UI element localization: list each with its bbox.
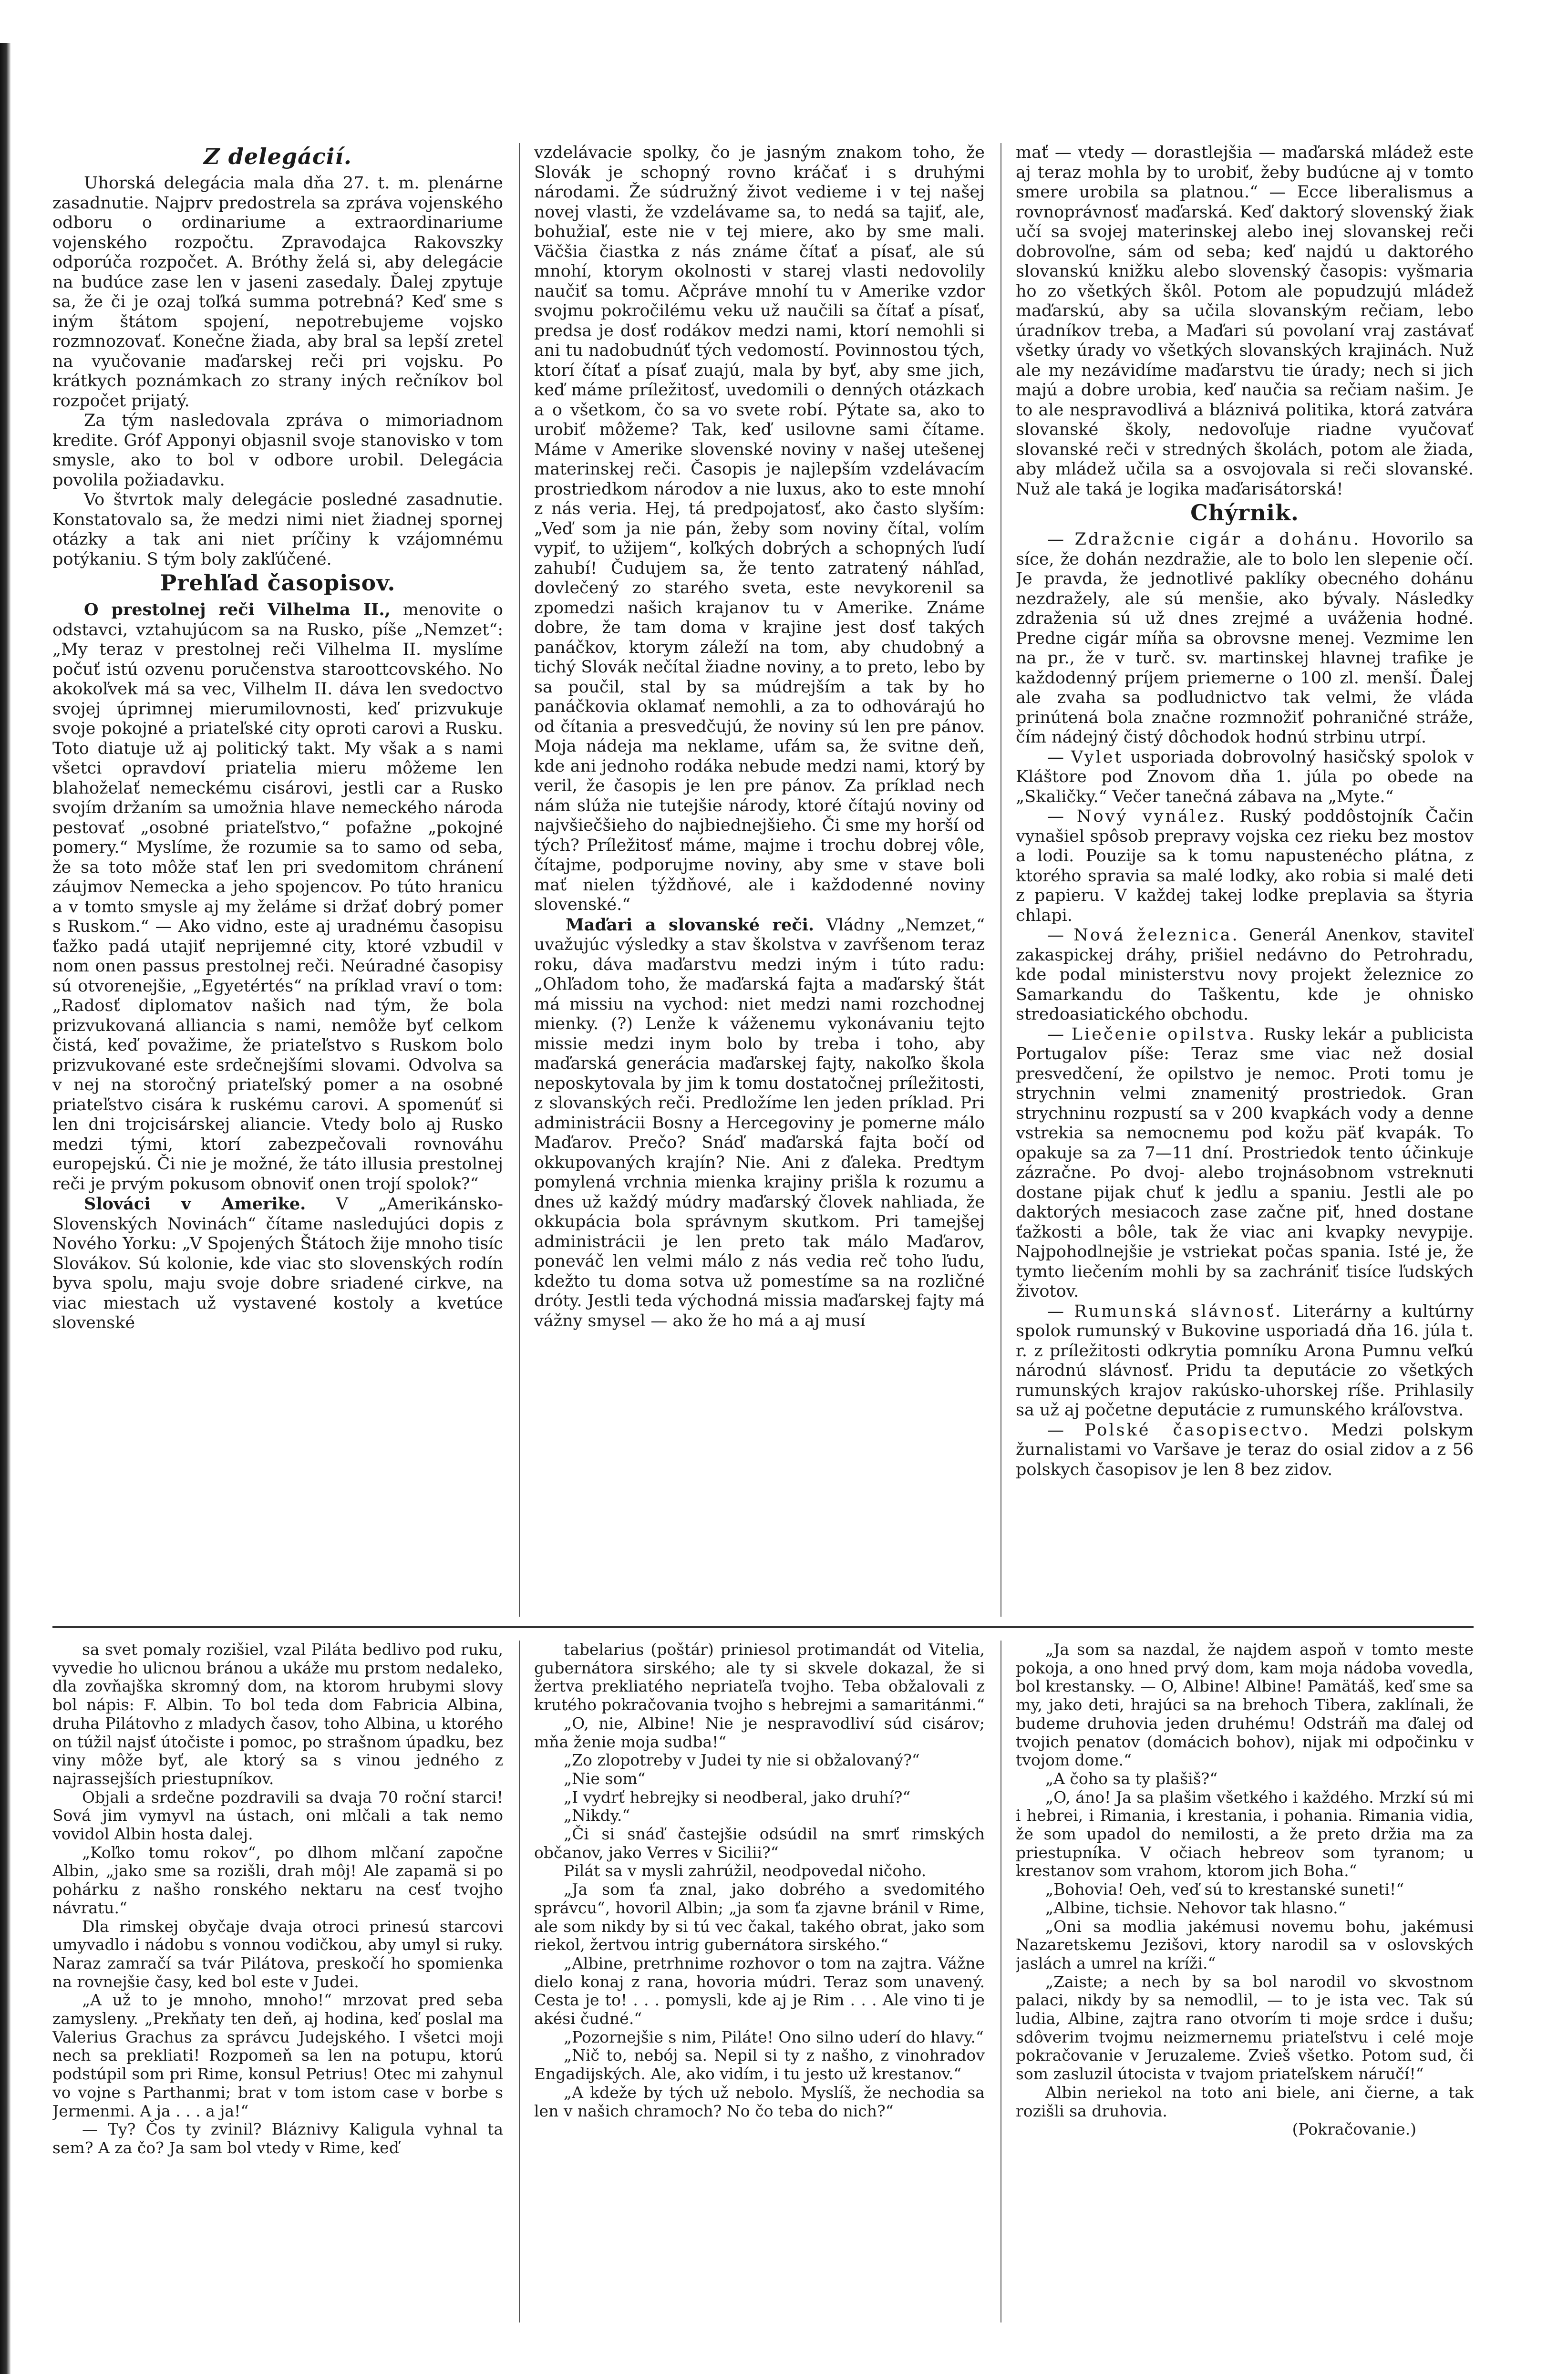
feuilleton-paragraph: „Koľko tomu rokov“, po dlhom mlčaní započne Albin, „jako sme sa rozišli, drah môj! Ale zapamä si po pohárku z našho ronského nektaru na cesť tvojho návratu.“	[52, 1843, 503, 1917]
feuilleton-paragraph: „Bohovia! Oeh, veď sú to krestanské suneti!“	[1045, 1880, 1404, 1899]
news-title-vylet: Vylet	[1071, 747, 1124, 767]
feuilleton-paragraph: — Ty? Čos ty zvinil? Bláznivy Kaligula vyhnal ta sem? A za čo? Ja sam bol vtedy v Rime, keď	[52, 2120, 503, 2157]
feuilleton-column-left	[52, 1641, 503, 2322]
feuilleton-paragraph: „Albine, pretrhnime rozhovor o tom na zajtra. Vážne dielo konaj z rana, hovoria múdri. Teraz som unavený. Cesta je to! . . . pomysli, kde aj je Rim . . . Ale vino ti je akési čudné.“	[534, 1953, 985, 2028]
lead-slovaci: Slováci v Amerike.	[84, 1194, 306, 1214]
news-title-rumunska: Rumunská slávnosť.	[1074, 1301, 1283, 1321]
column-middle	[534, 143, 985, 1617]
continuation-note: (Pokračovanie.)	[1292, 2120, 1416, 2139]
news-item-zeleznica: — Nová železnica. Generál Anenkov, staviteľ zakaspickej dráhy, prišiel nedávno do Petrohradu, kde podal ministerstvu novy projekt železnice zo Samarkandu do Taškentu, kde je ohnisko stredoasiatického obchodu.	[1016, 926, 1474, 1024]
feuilleton-paragraph: sa svet pomaly rozišiel, vzal Piláta bedlivo pod ruku, vyvedie ho ulicnou bránou a ukáže mu prstom nedaleko, dla zovňajška skromný dom, na ktorom hrubymi slovy bol nápis: F. Albin. To bol teda dom Fabricia Albina, druha Pilátovho z mladych časov, toho Albina, u ktorého on túžil najsť útočiste i pomoc, po strašnom úpadku, bez viny môže byť, ale ktorý sa s vinou jedného z najrassejších priestupníkov.	[52, 1641, 503, 1788]
feuilleton-paragraph: „Albine, tichsie. Nehovor tak hlasno.“	[1045, 1898, 1346, 1917]
feuilleton-column-middle	[534, 1641, 985, 2322]
feuilleton-paragraph: „O, áno! Ja sa plašim všetkého i každého. Mrzkí sú mi i hebrei, i Rimania, i krestania, i pohania. Rimania vidia, že som upadol do nemilosti, a že preto držia ma za priestupníka. V očiach hebreov som tyranom; u krestanov som vrahom, ktorom jich Boha.“	[1016, 1787, 1474, 1880]
prehlad-paragraph-vilhelm	[52, 600, 503, 1194]
feuilleton-paragraph: „O, nie, Albine! Nie je nespravodliví súd cisárov; mňa ženie moja sudba!“	[534, 1713, 985, 1751]
news-body-vynalez: Ruský poddôstojník Čačin vynašiel spôsob prepravy vojska cez rieku bez mostov a lodi. Pouzije sa k tomu napustenécho plátna, z ktorého spravia sa malé lodky, ako robia si malé deti z papieru. V každej takej lodke preplavia sa štyria chlapi.	[1016, 807, 1474, 925]
binding-spine	[0, 43, 10, 2374]
news-item-dohan: — Zdražcnie cigár a dohánu. Hovorilo sa síce, že dohán nezdražie, ale to bolo len slepenie očí. Je pravda, že jednotlivé paklíky obecného dohánu nezdražely, ale sú menšie, ako bývaly. Následky zdraženia sú už dnes zrejmé a uváženia hodné. Predne cigár míňa sa obrovsne menej. Vezmime len na pr., že v turč. sv. martinskej hlavnej trafike je každodenný príjem priemerne o 100 zl. menší. Ďalej ale zvaha sa podludnictvo tak velmi, že vláda prinútená bola značne rozmnožiť pohraničné stráže, čím nádejný čistý dôchodok hodnú strbinu utrpí.	[1016, 530, 1474, 747]
news-item-opilstvo: — Liečenie opilstva. Rusky lekár a publicista Portugalov píše: Teraz sme viac než dosial presvedčení, že opilstvo je nemoc. Proti tomu je strychnin velmi znamenitý prostriedok. Gran strychninu rozpustí sa v 200 kvapkách vody a denne vstrekia sa nemocnemu pod kožu päť kvapák. To opakuje sa za 7—11 dní. Prostriedok tento účinkuje zázračne. Po dvoj- alebo trojnásobnom vstreknuti dostane pijak chuť k jedlu a spaniu. Jestli ale po daktorých mesiacoch zase začne piť, hned dostane ťažkosti a bôle, tak že viac ani kvapky nevypije. Najpohodlnejšie je vstriekat počas spania. Isté je, že tymto liečením mohli by sa zachrániť tisíce ľudských životov.	[1016, 1024, 1474, 1301]
madari-continuation: mať — vtedy — dorastlejšia — maďarská mládež este aj teraz mohla by to urobiť, žeby budúcne aj v tomto smere urobila sa platnou.“ — Ecce liberalismus a rovnoprávnosť maďarská. Keď daktorý slovenský žiak učí sa svojej materinskej alebo inej slovanskej reči dobrovoľne, sám od seba; keď najdú u daktorého slovanskú knižku alebo slovenský časopis: vyšmaria ho zo všetkých škôl. Potom ale popudzujú mládež maďarskú, aby sa učila slovanským rečiam, lebo úradníkov treba, a Maďari sú povolaní vraj zastávať všetky úrady vo všetkých slovanských krajinách. Nuž ale my nezávidíme maďarstvu tie úrady; nech si jich majú a dobre urobia, keď naučia sa rečiam našim. Je to ale nespravodlivá a bláznivá politika, ktorá zatvára slovanské školy, nedovoľuje riadne vyučovať slovanské reči v stredných školách, potom ale žiada, aby mládež učila sa a osvojovala si reči slovanské. Nuž ale taká je logika maďarisátorská!	[1016, 143, 1474, 499]
heading-chyrnik: Chýrnik.	[1190, 500, 1299, 526]
feuilleton-paragraph: „I vydrť hebrejky si neodberal, jako druhí?“	[564, 1787, 911, 1806]
heading-delegacii: Z delegácií.	[204, 144, 352, 169]
page-top-margin	[0, 0, 1568, 43]
news-title-opilstvo: Liečenie opilstva.	[1071, 1024, 1257, 1044]
column-left	[52, 143, 503, 1617]
vilhelm-text: menovite o odstavci, vztahujúcom sa na Rusko, píše „Nemzet“: „My teraz v prestolnej reči Vilhelma II. myslíme počuť istú ozvenu poručenstva staroottcovského. No akokoľvek má sa vec, Vilhelm II. dáva len svedoctvo svojej úprimnej mierumilovnosti, keď prizvukuje svoje pokojné a priateľské city oproti carovi a Rusku. Toto diatuje už aj politický takt. My však a s nami všetci opravdoví priatelia mieru môžeme len blahoželať nemeckému cisárovi, jestli car a Rusko svojím držaním sa umožnia hlave nemeckého národa pestovať „osobné priateľstvo,“ pofažne „pokojné pomery.“ Myslíme, že rozumie sa to samo od seba, že sa toto môže stať len pri svedomitom chránení záujmov Nemecka a jeho spojencov. Po túto hranicu a v tomto smysle aj my želáme si držať dobrý pomer s Ruskom.“ — Ako vidno, este aj uradnému časopisu ťažko padá utajiť neprijemné city, ktoré vzbudil v nom onen passus prestolnej reči. Neúradné časopisy sú otvorenejšie, „Egyetértés“ na príklad vraví o tom: „Radosť diplomatov našich nad tým, že bola prizvukovaná alliancia s nami, nemôže byť celkom čistá, keď považime, že priateľstvo s Ruskom bolo prizvukované este srdečnejšími slovami. Odvolva sa v nej na storočný priateľský pomer a na osobné priateľstvo cisára k ruskému carovi. A spomenúť si len dni trojcisárskej aliancie. Vtedy bolo aj Rusko medzi tými, ktorí zabezpečovali rovnováhu europejskú. Či nie je možné, že táto illusia prestolnej reči je prvým pokusom obnoviť onen trojí spolok?“	[52, 600, 503, 1194]
feuilleton-paragraph: Objali a srdečne pozdravili sa dvaja 70 roční starci! Sová jim vymyvl na ústach, oni mlčali a tak nemo vovidol Albin hosta dalej.	[52, 1787, 503, 1844]
feuilleton-paragraph: Dla rimskej obyčaje dvaja otroci prinesú starcovi umyvadlo i nádobu s vonnou vodičkou, aby umyl si ruky. Naraz zamračí sa tvár Pilátova, preskočí ho spomienka na rovnejšie časy, ked bol este v Judei.	[52, 1917, 503, 1991]
feuilleton-divider	[52, 1626, 1474, 1628]
slovaci-text: V „Amerikánsko-Slovenských Novinách“ čítame nasledujúci dopis z Nového Yorku: „V Spojených Štátoch žije mnoho tisíc Slovákov. Sú kolonie, kde viac sto slovenských rodín byva spolu, maju svoje dobre sriadené cirkve, na viac miestach už vystavené kostoly a kvetúce slovenské	[52, 1195, 503, 1332]
news-item-vylet: — Vylet usporiada dobrovolný hasičský spolok v Kláštore pod Znovom dňa 1. júla po obede na „Skaličky.“ Večer tanečná zábava na „Myte.“	[1016, 747, 1474, 806]
news-body-zeleznica: Generál Anenkov, staviteľ zakaspickej dráhy, prišiel nedávno do Petrohradu, kde podal ministerstvu novy projekt železnice zo Samarkandu do Taškentu, kde je ohnisko stredoasiatického obchodu.	[1016, 926, 1474, 1024]
feuilleton-column-right	[1016, 1641, 1474, 2322]
news-body-vylet: usporiada dobrovolný hasičský spolok v Kláštore pod Znovom dňa 1. júla po obede na „Skaličky.“ Večer tanečná zábava na „Myte.“	[1016, 747, 1474, 806]
lead-vilhelm: O prestolnej reči Vilhelma II.,	[84, 600, 391, 619]
news-title-polske: Polské časopisectvo.	[1084, 1420, 1311, 1440]
feuilleton-divider-1	[519, 1641, 520, 2322]
madari-paragraph	[534, 915, 985, 1332]
feuilleton-paragraph: „Nič to, nebój sa. Nepil si ty z našho, z vinohradov Engadijských. Ale, ako vidím, i tu jesto už krestanov.“	[534, 2046, 985, 2084]
feuilleton-paragraph: „Nie som“	[564, 1769, 646, 1788]
feuilleton-paragraph: „Oni sa modlia jakémusi novemu bohu, jakémusi Nazaretskemu Jezišovi, ktory narodil sa v oslovských jaslách a umrel na kríži.“	[1016, 1917, 1474, 1972]
feuilleton-paragraph: „Zaiste; a nech by sa bol narodil vo skvostnom palaci, nikdy by sa nemodlil, — to je ista vec. Tak sú ludia, Albine, zajtra rano otvorím ti moje srdce i dušu; sdôverim tvojmu neizmernemu priateľstvu i celé moje pokračovanie v Jeruzaleme. Zvieš všetko. Potom sud, či som zasluzil útocista v tvajom priateľskem náručí!“	[1016, 1972, 1474, 2084]
column-right	[1016, 143, 1474, 1617]
news-item-polske: — Polské časopisectvo. Medzi polskym žurnalistami vo Varšave je teraz do osial zidov a z 56 polskych časopisov je len 8 bez zidov.	[1016, 1420, 1474, 1479]
news-item-vynalez: — Nový vynález. Ruský poddôstojník Čačin vynašiel spôsob prepravy vojska cez rieku bez mostov a lodi. Pouzije sa k tomu napustenécho plátna, z ktorého spravia sa malé lodky, ako robia si malé deti z papieru. V každej takej lodke preplavia sa štyria chlapi.	[1016, 807, 1474, 925]
prehlad-paragraph-slovaci	[52, 1194, 503, 1333]
news-body-rumunska: Literárny a kultúrny spolok rumunský v Bukovine usporiadá dňa 16. júla t. r. z príležitosti odkrytia pomníku Arona Pumnu veľkú národnú slávnosť. Pridu ta deputácie zo všetkých rumunských krajov rakúsko-uhorskej ríše. Prihlasily sa už aj početne deputácie z rumunského kráľovstva.	[1016, 1301, 1474, 1420]
delegacii-paragraph-1: Uhorská delegácia mala dňa 27. t. m. plenárne zasadnutie. Najprv predostrela sa zpráva vojenského odboru o ordinariume a extraordinariume vojenského rozpočtu. Zpravodajca Rakovszky odporúča rozpočet. A. Bróthy želá si, aby delegácie na budúce zase len v jaseni zasedaly. Ďalej zpytuje sa, že či je ozaj toľká summa potrebná? Keď sme s iným štátom spojení, nepotrebujeme vojsko rozmnozovať. Konečne žiada, aby bral sa lepší zreteľ na vyučovanie maďarskej reči pri vojsku. Po krátkych poznámkach zo strany iných rečníkov bol rozpočet prijatý.	[52, 174, 503, 411]
news-body-opilstvo: Rusky lekár a publicista Portugalov píše: Teraz sme viac než dosial presvedčení, že opilstvo je nemoc. Proti tomu je strychnin velmi znamenitý prostriedok. Gran strychninu rozpustí sa v 200 kvapkách vody a denne vstrekia sa nemocnemu pod kožu päť kvapák. To opakuje sa za 7—11 dní. Prostriedok tento účinkuje zázračne. Po dvoj- alebo trojnásobnom vstreknuti dostane pijak chuť k jedlu a spaniu. Jestli ale po daktorých mesiacoch zase začne piť, hned dostane ťažkosti a bôle, tak že viac ani kvapky nevypije. Najpohodlnejšie je vstriekat počas spania. Isté je, že tymto liečením mohli by sa zachrániť tisíce ľudských životov.	[1016, 1024, 1474, 1301]
newspaper-page	[52, 143, 1531, 2337]
news-title-vynalez: Nový vynález.	[1076, 807, 1227, 826]
feuilleton-paragraph: „A kdeže by tých už nebolo. Myslíš, že nechodia sa len v našich chramoch? No čo teba do nich?“	[534, 2083, 985, 2120]
feuilleton-paragraph: Pilát sa v mysli zahrúžil, neodpovedal ničoho.	[564, 1861, 927, 1880]
feuilleton-paragraph: „A čoho sa ty plašiš?“	[1045, 1769, 1218, 1788]
feuilleton-paragraph: „Či si snáď častejšie odsúdil na smrť rimských občanov, jako Verres v Sicilii?“	[534, 1825, 985, 1862]
lead-madari: Maďari a slovanské reči.	[566, 915, 815, 935]
news-body-dohan: Hovorilo sa síce, že dohán nezdražie, ale to bolo len slepenie očí. Je pravda, že jednotlivé paklíky obecného dohánu nezdražely, ale sú menšie, ako bývaly. Následky zdraženia sú už dnes zrejmé a uváženia hodné. Predne cigár míňa sa obrovsne menej. Vezmime len na pr., že v turč. sv. martinskej hlavnej trafike je každodenný príjem priemerne o 100 zl. menší. Ďalej ale zvaha sa podludnictvo tak velmi, že vláda prinútená bola značne rozmnožiť pohraničné stráže, čím nádejný čistý dôchodok hodnú strbinu utrpí.	[1016, 530, 1474, 747]
news-title-zeleznica: Nová železnica.	[1073, 926, 1239, 945]
feuilleton-paragraph: „Zo zlopotreby v Judei ty nie si obžalovaný?“	[564, 1751, 920, 1770]
feuilleton-paragraph: „Nikdy.“	[564, 1806, 630, 1825]
feuilleton-paragraph: „Ja som sa nazdal, že najdem aspoň v tomto meste pokoja, a ono hned prvý dom, kam moja nádoba vovedla, bol krestansky. — O, Albine! Albine! Pamätáš, keď sme sa my, jako deti, hrajúci sa na brehoch Tibera, zaklínali, že budeme druhovia jeden druhému! Odstráň ma ďalej od tvojich penatov (domácich bohov), nijak mi odpočinku v tvojom dome.“	[1016, 1641, 1474, 1770]
news-body-polske: Medzi polskym žurnalistami vo Varšave je teraz do osial zidov a z 56 polskych časopisov je len 8 bez zidov.	[1016, 1420, 1474, 1479]
slovaci-continuation: vzdelávacie spolky, čo je jasným znakom toho, že Slovák je schopný rovno kráčať i s druhými národami. Že súdružný život vedieme i v tej našej novej vlasti, že vzdelávame sa, to nedá sa tajiť, ale, bohužiaľ, este nie v tej miere, ako by sme mali. Väčšia čiastka z nás známe čítať a písať, ale sú mnohí, ktorym okolnosti v starej vlasti nedovolily naučiť sa tomu. Ačpráve mnohí tu v Amerike vzdor svojmu pokročilému veku už naučili sa čítať a písať, predsa je dosť rodákov medzi nami, ktorí nemohli si ani tu nadobudnúť tých vedomostí. Povinnostou tých, ktorí čítať a písať zuajú, mala by byť, aby sme jich, keď máme príležitosť, uvedomili o denných otázkach a o všetkom, čo sa vo svete robí. Pýtate sa, ako to urobiť môžeme? Tak, keď usilovne sami čítame. Máme v Amerike slovenské noviny v našej utešenej materinskej reči. Časopis je najlepším vzdelávacím prostriedkom národov a nie luxus, ako to este mnohí z nás veria. Hej, tá predpojatosť, ako často slyším: „Veď som ja nie pán, žeby som noviny čítal, volím vypiť, to užijem“, koľkých dobrých a schopných ľudí zahubí! Čudujem sa, že tento zatratený náhľad, dovlečený zo starého sveta, este nevykorenil sa zpomedzi našich krajanov tu v Amerike. Známe dobre, že tam doma v krajine jest dosť takých panáčkov, ktorym záleží na tom, aby chudobný a tichý Slovák nečítal žiadne noviny, a to preto, lebo by sa poučil, stal by sa múdrejším a tak by ho panáčkovia oklamať nemohli, a za to odhovárajú ho od čítania a presvedčujú, že noviny sú len pre pánov. Moja nádeja ma neklame, ufám sa, že svitne deň, kde ani jednoho rodáka nebude medzi nami, ktorý by veril, že časopis je len pre pánov. Za príklad nech nám slúža nie tutejšie národy, ktoré čítajú noviny od najvšiečšieho do najbiednejšieho. Či sme my horší od tých? Príležitosť máme, majme i trochu dobrej vôle, čítajme, podporujme noviny, aby sme v stave boli mať nielen týždňové, ale i každodenné noviny slovenské.“	[534, 143, 985, 914]
column-divider-1	[519, 143, 520, 1617]
feuilleton-paragraph: tabelarius (poštár) priniesol protimandát od Vitelia, gubernátora sirského; ale ty si skvele dokazal, že si žertva prekliatého nepriateľa tvojho. Teba obžalovali z krutého pokračovania tvojho s hebrejmi a samaritánmi.“	[534, 1641, 985, 1714]
news-title-dohan: Zdražcnie cigár a dohánu.	[1074, 530, 1361, 549]
delegacii-paragraph-2: Za tým nasledovala zpráva o mimoriadnom kredite. Gróf Apponyi objasnil svoje stanovisko v tom smysle, ako to bol v odbore urobil. Delegácia povolila požiadavku.	[52, 411, 503, 490]
madari-text: Vládny „Nemzet,“ uvažujúc výsledky a stav školstva v zavŕšenom teraz roku, dáva maďarstvu medzi iným i túto radu: „Ohľadom toho, že maďarská fajta a maďarský štát má missiu na vychod: niet medzi nami rozchodnej mienky. (?) Lenže k váženemu vykonávaniu tejto missie medzi inym bolo by treba i toho, aby maďarská generácia maďarskej fajty, nakoľko škola neposkytovala by jim k tomu dostatočnej príležitosti, z slovanských reči. Predložíme len jeden príklad. Pri administrácii Bosny a Hercegoviny je pomerne málo Maďarov. Prečo? Snáď maďarská fajta bočí od okkupovaných krajín? Nie. Ani z ďaleka. Predtym pomylená vrchnia mienka krajiny prišla k rozumu a dnes už každý múdry maďarský človek nahliada, že okkupácia bola správnym skutkom. Pri tamejšej administrácii je len preto tak málo Maďarov, poneváč len velmi málo z nás vedia reč toho ľudu, kdežto tu doma sotva už pomestíme sa na rozličné dróty. Jestli teda východná missia maďarskej fajty má vážny smysel — ako že ho má a aj musí	[534, 915, 985, 1331]
feuilleton-paragraph: „Ja som ťa znal, jako dobrého a svedomitého správcu“, hovoril Albin; „ja som ťa zjavne bránil v Rime, ale som nikdy by si tú vec čakal, takého obrat, jako som riekol, žertvou intrig gubernátora sirského.“	[534, 1880, 985, 1954]
heading-prehlad-casopisov: Prehľad časopisov.	[160, 570, 396, 596]
feuilleton-paragraph: „Pozornejšie s nim, Piláte! Ono silno uderí do hlavy.“	[564, 2027, 984, 2046]
delegacii-paragraph-3: Vo štvrtok maly delegácie posledné zasadnutie. Konstatovalo sa, že medzi nimi niet žiadnej spornej otázky a tak ani niet príčiny k vzájomnému potýkaniu. S tým boly zakľúčené.	[52, 490, 503, 569]
feuilleton-paragraph: Albin neriekol na toto ani biele, ani čierne, a tak rozišli sa druhovia.	[1016, 2083, 1474, 2120]
feuilleton-paragraph: „A už to je mnoho, mnoho!“ mrzovat pred seba zamysleny. „Prekňaty ten deň, aj hodina, keď poslal ma Valerius Grachus za správcu Judejského. I všetci moji nech sa prekliati! Rozpomeň sa len na potupu, ktorú podstúpil som pri Rime, konsul Petrius! Otec mi zahynul vo vojne s Parthanmi; brat v tom istom case v borbe s Jermenmi. A ja . . . a ja!“	[52, 1991, 503, 2120]
news-item-rumunska: — Rumunská slávnosť. Literárny a kultúrny spolok rumunský v Bukovine usporiadá dňa 16. júla t. r. z príležitosti odkrytia pomníku Arona Pumnu veľkú národnú slávnosť. Pridu ta deputácie zo všetkých rumunských krajov rakúsko-uhorskej ríše. Prihlasily sa už aj početne deputácie z rumunského kráľovstva.	[1016, 1301, 1474, 1420]
